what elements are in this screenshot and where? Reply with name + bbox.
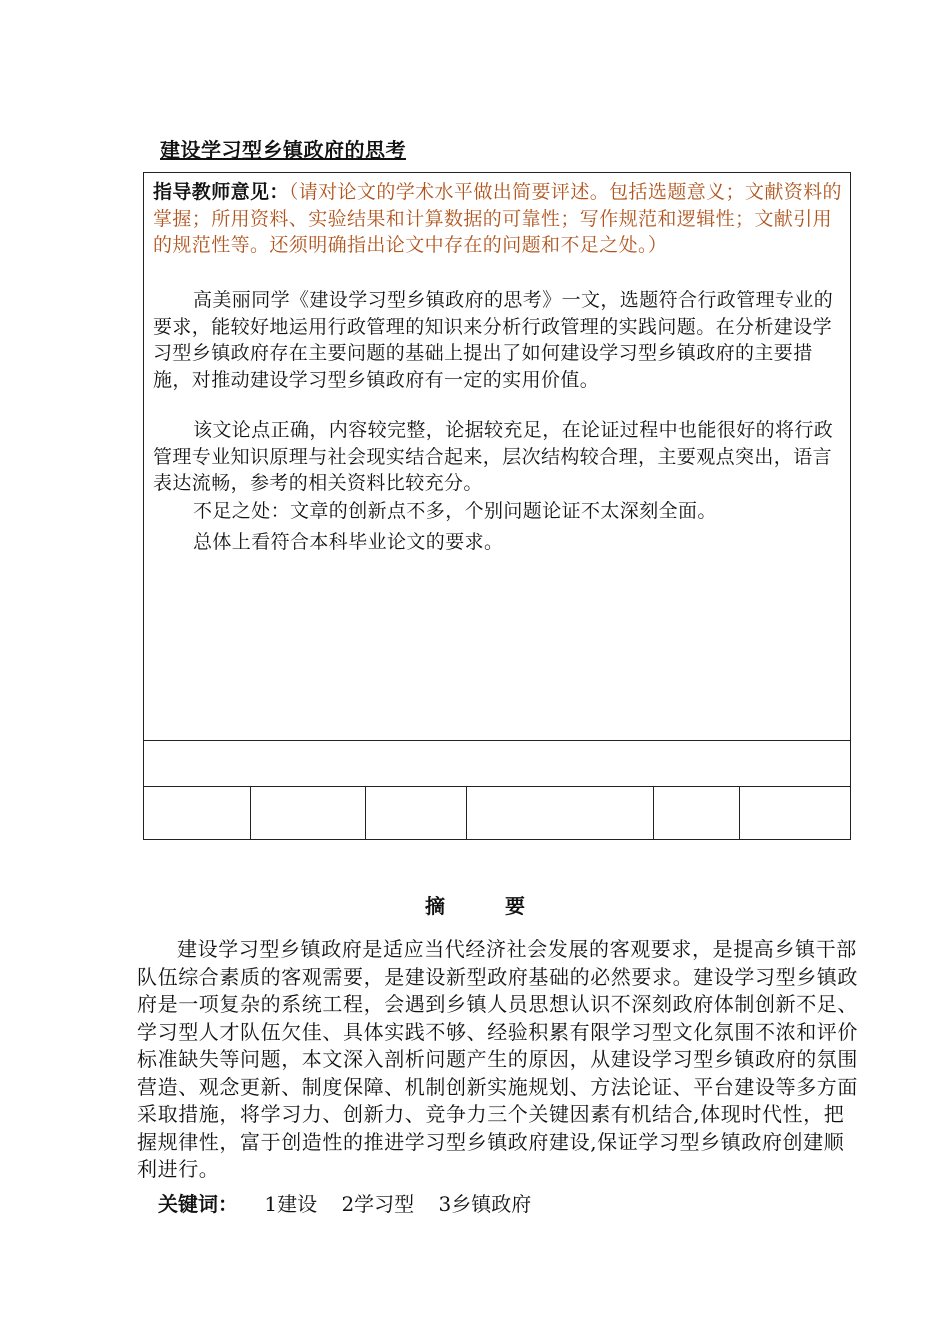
keyword: 1建设 [264, 1192, 318, 1216]
review-table [143, 172, 851, 840]
advisor-comment-label: 指导教师意见： [153, 181, 289, 203]
comment-paragraph: 总体上看符合本科毕业论文的要求。 [193, 531, 504, 553]
advisor-comment-cell [144, 173, 850, 741]
abstract-heading: 摘要 [425, 894, 585, 918]
grade-row [144, 787, 850, 839]
advisor-instructions [153, 179, 843, 259]
grade-cell [740, 787, 850, 839]
keyword: 2学习型 [341, 1192, 415, 1216]
keywords-label: 关键词： [158, 1192, 238, 1216]
comment-paragraph: 高美丽同学《建设学习型乡镇政府的思考》一文，选题符合行政管理专业的要求，能较好地运用行政管理的知识来分析行政管理的实践问题。在分析建设学习型乡镇政府存在主要问题的基础上提出了如何建设学习型乡镇政府的主要措施，对推动建设学习型乡镇政府有一定的实用价值。 [153, 289, 834, 391]
comment-paragraph: 该文论点正确，内容较完整，论据较充足，在论证过程中也能很好的将行政管理专业知识原理与社会现实结合起来，层次结构较合理，主要观点突出，语言表达流畅，参考的相关资料比较充分。 [153, 419, 834, 494]
signature-row [144, 741, 850, 787]
page-title: 建设学习型乡镇政府的思考 [160, 138, 406, 162]
abstract-body: 建设学习型乡镇政府是适应当代经济社会发展的客观要求，是提高乡镇干部队伍综合素质的客观需要，是建设新型政府基础的必然要求。建设学习型乡镇政府是一项复杂的系统工程，会遇到乡镇人员思想认识不深刻政府体制创新不足、学习型人才队伍欠佳、具体实践不够、经验积累有限学习型文化氛围不浓和评价标准缺失等问题，本文深入剖析问题产生的原因，从建设学习型乡镇政府的氛围营造、观念更新、制度保障、机制创新实施规划、方法论证、平台建设等多方面采取措施，将学习力、创新力、竞争力三个关键因素有机结合,体现时代性，把握规律性，富于创造性的推进学习型乡镇政府建设,保证学习型乡镇政府创建顺利进行。 [137, 937, 858, 1181]
comment-paragraph: 不足之处：文章的创新点不多，个别问题论证不太深刻全面。 [193, 500, 717, 522]
grade-cell [467, 787, 654, 839]
grade-cell [251, 787, 366, 839]
advisor-instructions-text: （请对论文的学术水平做出简要评述。包括选题意义；文献资料的掌握；所用资料、实验结果和计算数据的可靠性；写作规范和逻辑性；文献引用的规范性等。还须明确指出论文中存在的问题和不足之处。） [153, 181, 842, 256]
grade-cell [144, 787, 251, 839]
grade-cell [654, 787, 740, 839]
keyword: 3乡镇政府 [438, 1192, 532, 1216]
grade-cell [366, 787, 467, 839]
keywords-line [158, 1188, 549, 1217]
